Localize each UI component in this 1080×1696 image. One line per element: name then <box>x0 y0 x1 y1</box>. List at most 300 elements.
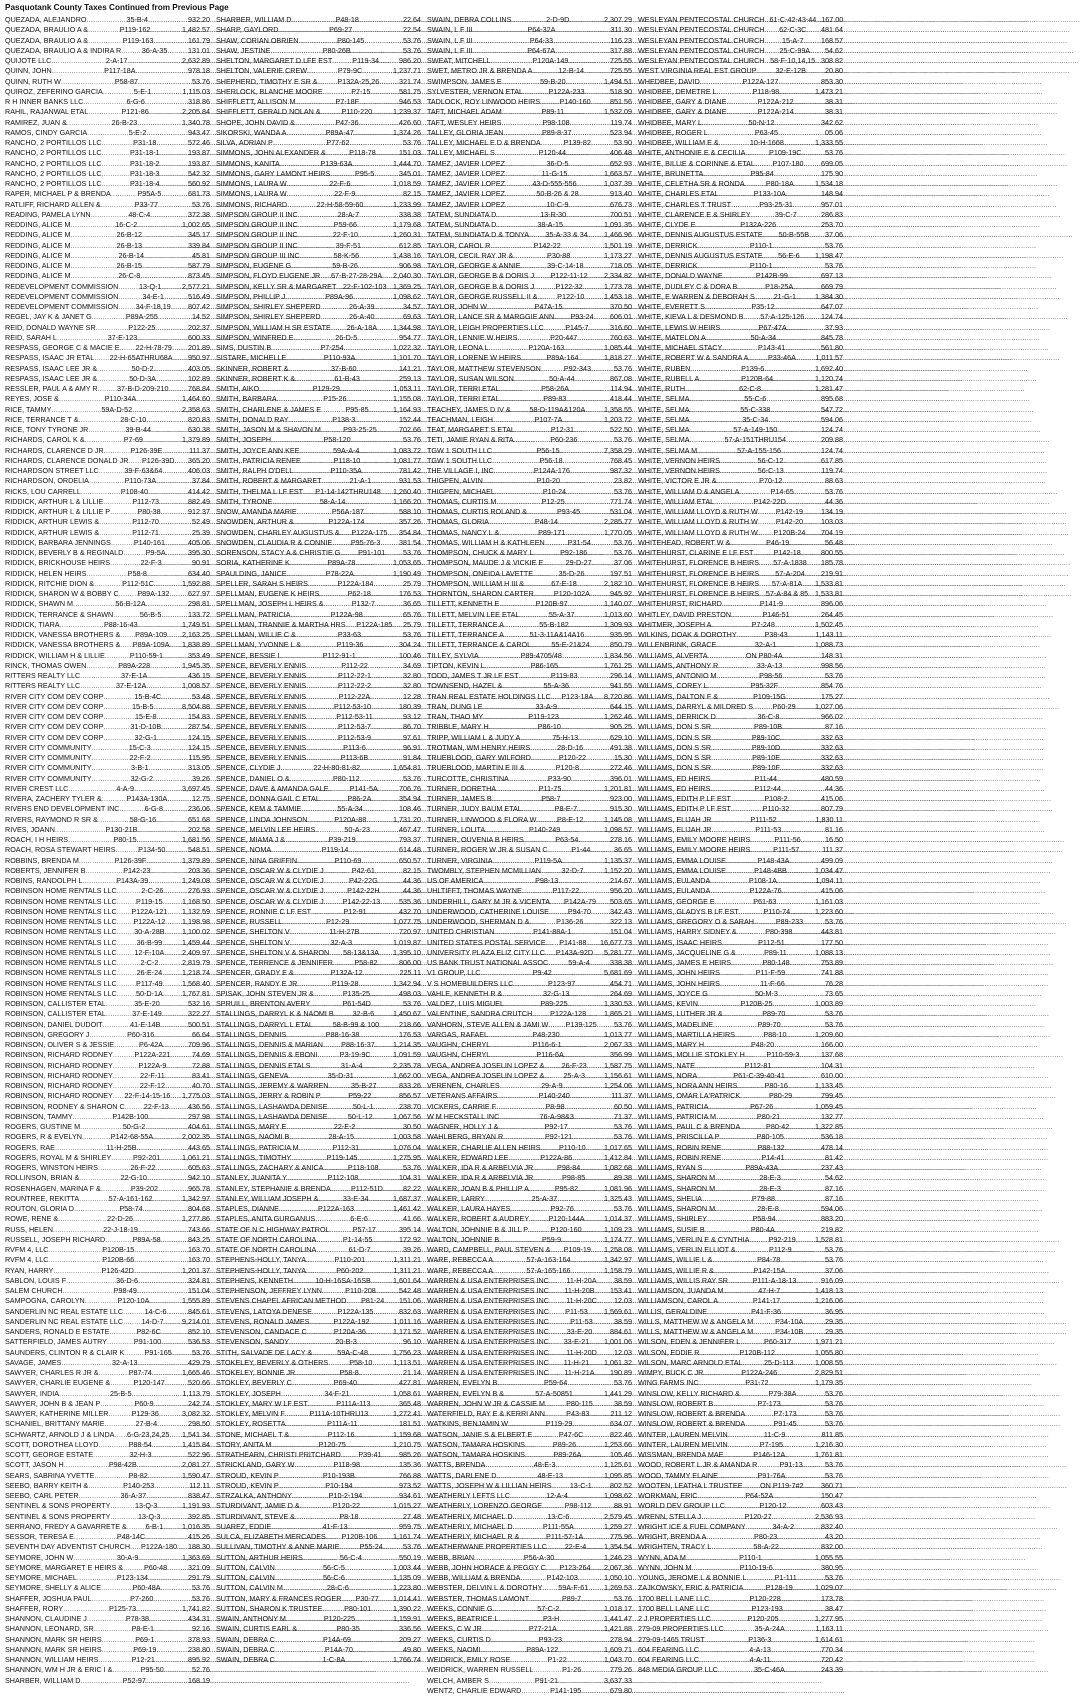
dot-leader <box>368 1194 392 1204</box>
owner-name: WORLD DEV GROUP LLC <box>638 1501 725 1511</box>
page-title: Pasquotank County Taxes Continued from Previous Page <box>5 3 229 12</box>
dot-leader <box>522 886 552 896</box>
parcel-number: P89A-255 <box>125 312 158 322</box>
owner-name: RIDDICK, ARTHUR LEWIS & <box>5 517 100 527</box>
tax-entry-row <box>216 1501 421 1511</box>
dot-leader <box>147 1173 187 1183</box>
parcel-number: 59A-D-52 <box>101 404 133 414</box>
dot-leader <box>88 25 119 35</box>
tax-entry-row <box>216 1317 421 1327</box>
owner-name: TURNER, DORETHA <box>427 783 497 793</box>
parcel-number: P92-201 <box>133 1152 161 1162</box>
parcel-number: 11-H-20A <box>566 1275 597 1285</box>
tax-entry-row <box>427 1102 632 1112</box>
dot-leader <box>549 1286 563 1296</box>
parcel-number: 33-E-21 <box>563 1337 590 1347</box>
dot-leader <box>781 1173 824 1183</box>
dot-leader <box>117 948 134 958</box>
dot-leader <box>529 1184 554 1194</box>
owner-name: TAYLOR, LANCE SR & MARGGIE ANN <box>427 312 555 322</box>
dot-leader <box>363 640 398 650</box>
dot-leader <box>63 1286 113 1296</box>
tax-entry-row <box>216 128 421 138</box>
tax-amount: 73.65 <box>825 988 843 998</box>
owner-name: WILLIAMS, ANTONIO M <box>638 671 717 680</box>
dot-leader <box>350 138 402 148</box>
owner-name: WILLIAMS, EULANDA <box>638 876 711 885</box>
tax-amount: 1,466.96 <box>604 230 632 240</box>
dot-leader <box>116 845 138 855</box>
tax-amount: 434.31 <box>188 1614 210 1623</box>
parcel-number: P134-50 <box>138 845 166 855</box>
owner-name: SPELLMAN, WILLIE C & <box>216 630 296 639</box>
tax-amount: 1,013.60 <box>604 609 632 619</box>
dot-leader <box>292 1378 333 1388</box>
tax-amount: 1,120.74 <box>815 373 843 383</box>
tax-entry-row <box>427 907 632 917</box>
owner-name: WILLIAMS, GLADYS B LF EST <box>638 906 739 916</box>
dot-leader <box>514 435 550 445</box>
dot-leader <box>586 938 599 948</box>
dot-leader <box>703 1368 740 1378</box>
tax-amount: 1,091.59 <box>393 1050 421 1060</box>
parcel-number: P89-26 <box>552 1439 577 1449</box>
dot-leader <box>92 763 130 773</box>
owner-name: THOMAS, GLORIA <box>427 517 489 527</box>
dot-leader <box>150 25 181 35</box>
tax-amount: 1,088.13 <box>815 947 843 957</box>
dot-leader <box>103 87 133 97</box>
dot-leader <box>359 446 392 456</box>
tax-entry-row <box>216 1471 421 1481</box>
tax-amount: 1,412.84 <box>604 1152 632 1162</box>
owner-name: SIKORSKI, WANDA A <box>216 127 287 137</box>
parcel-number: P43-83 <box>566 1409 590 1418</box>
dot-leader <box>286 1030 325 1040</box>
dot-leader <box>169 384 187 394</box>
dot-leader <box>331 1184 350 1194</box>
parcel-number: 22-F-10 <box>332 230 358 240</box>
dot-leader <box>376 148 398 158</box>
dot-leader <box>306 702 333 712</box>
parcel-number: 34-F-21 <box>324 1388 350 1398</box>
parcel-number: 48-E-13 <box>537 1470 564 1480</box>
tax-amount: 36.65 <box>403 599 421 609</box>
tax-amount: 108.46 <box>399 804 421 814</box>
owner-name: WHITE, CELETHA SR & RONDA <box>638 179 745 188</box>
owner-name: RIVER CITY COMMUNITY <box>5 753 92 762</box>
parcel-number: 56-C-4 <box>339 1552 362 1562</box>
owner-name: RIDDICK, BEVERLY B & REGINALD <box>5 548 124 557</box>
tax-amount: 1,082.68 <box>604 1163 632 1172</box>
dot-leader <box>357 1337 402 1347</box>
tax-entry-row <box>5 1481 210 1491</box>
parcel-number: P108-1A <box>748 876 777 885</box>
tax-entry-row <box>216 25 421 35</box>
tax-entry-row <box>427 1419 632 1429</box>
parcel-number: 33-E-20 <box>566 1327 593 1336</box>
dot-leader <box>350 1389 392 1399</box>
parcel-number: P92-343 <box>563 363 591 373</box>
dot-leader <box>720 1132 756 1142</box>
tax-amount: 1,384.30 <box>815 291 843 301</box>
tax-amount: 1,043.70 <box>604 1655 632 1664</box>
dot-leader <box>797 1419 824 1429</box>
owner-name: SUTTON, CALVIN <box>216 1562 275 1572</box>
parcel-number: 22-F-12 <box>139 1081 165 1090</box>
tax-entry-row <box>216 1440 421 1450</box>
dot-leader <box>294 968 330 978</box>
parcel-number: P10-20 <box>536 476 560 486</box>
tax-entry-row <box>427 968 632 978</box>
dot-leader <box>569 989 609 999</box>
tax-amount: 941.55 <box>610 681 632 691</box>
owner-name: SAVAGE, JAMES <box>5 1357 62 1367</box>
parcel-number: P142-22 <box>533 240 561 250</box>
tax-amount: 163.70 <box>188 1255 210 1265</box>
owner-name: ROBINSON HOME RENTALS LLC <box>5 927 117 937</box>
dot-leader <box>796 702 814 712</box>
dot-leader <box>79 1173 119 1183</box>
owner-name: RIDDICK, SHARON W & BOBBY C <box>5 589 119 598</box>
tax-entry-row <box>216 220 421 230</box>
parcel-number: 58-D-119A&120A <box>529 404 586 414</box>
parcel-number: 32-B-6 <box>352 1009 375 1019</box>
dot-leader <box>332 538 350 548</box>
dot-leader <box>150 661 181 671</box>
dot-leader <box>371 1276 392 1286</box>
dot-leader <box>554 1553 603 1563</box>
parcel-number: P80-21 <box>756 1111 781 1121</box>
parcel-number: 75-H-13 <box>552 732 579 742</box>
dot-leader <box>73 1553 116 1563</box>
tax-amount: 112.11 <box>189 1480 210 1490</box>
tax-entry-row <box>216 1276 421 1286</box>
parcel-number: 41-E-14B <box>130 1019 161 1029</box>
parcel-number: P95-82 <box>554 1183 579 1193</box>
owner-name: WEBB, WILLIAM & BRENDA <box>427 1573 521 1582</box>
dot-leader <box>481 1645 526 1655</box>
tax-entry-row <box>5 169 210 179</box>
parcel-number: P119-15 <box>136 896 163 906</box>
owner-name: WHITE, DERRICK <box>638 261 698 270</box>
dot-leader <box>319 589 346 599</box>
owner-name: STALLINGS, GENEVA <box>216 1070 289 1080</box>
dot-leader <box>780 1296 814 1306</box>
tax-amount: 1,014.37 <box>604 1214 632 1224</box>
dot-leader <box>763 251 777 261</box>
parcel-number: P140-161 <box>133 537 166 547</box>
dot-leader <box>778 681 820 691</box>
dot-leader <box>686 1553 738 1563</box>
dot-leader <box>170 1050 191 1060</box>
owner-name: SIMMONS, LAURA W <box>216 189 287 199</box>
dot-leader <box>554 312 569 322</box>
parcel-number: P7-248 <box>751 619 775 629</box>
tax-entry-row <box>427 446 632 456</box>
owner-name: WESLEYAN PENTECOSTAL CHURCH <box>638 56 765 65</box>
dot-leader <box>48 1245 101 1255</box>
dot-leader <box>165 1378 187 1388</box>
dot-leader <box>368 661 402 671</box>
owner-name: STEPHENS-HOLLY, TANYA <box>216 1255 307 1265</box>
tax-amount: 1,665.46 <box>182 1368 210 1377</box>
parcel-number: P80-115 <box>566 1398 593 1408</box>
tax-entry-row <box>216 1255 421 1265</box>
tax-amount: 1,216.30 <box>815 1439 843 1449</box>
dot-leader <box>566 394 609 404</box>
dot-leader <box>724 1624 754 1634</box>
dot-leader <box>314 989 342 999</box>
parcel-number: 32-D-7 <box>561 865 584 875</box>
owner-name: WILLIAMS, SHARON M <box>638 1183 716 1193</box>
owner-name: STALLINGS, DARRYL K & NAOMI B <box>216 1009 334 1019</box>
dot-leader <box>536 815 556 825</box>
dot-leader <box>571 927 609 937</box>
tax-entry-row <box>427 323 632 333</box>
dot-leader <box>592 1327 609 1337</box>
dot-leader <box>289 1337 334 1347</box>
tax-amount: 2,067.36 <box>604 1562 633 1572</box>
parcel-number: 67-E-18 <box>551 578 577 588</box>
tax-amount: 38.31 <box>825 107 843 117</box>
tax-amount: 1,309.93 <box>604 619 632 629</box>
dot-leader <box>583 1430 609 1440</box>
dot-leader <box>579 763 609 773</box>
owner-name: SORENSON, STACY A & CHRISTIE G <box>216 548 341 557</box>
parcel-number: P122A-180 <box>141 1542 177 1552</box>
parcel-number: P126-39E <box>130 445 163 455</box>
dot-leader <box>88 1481 122 1491</box>
parcel-number: P132-7 <box>351 599 375 609</box>
tax-amount: 25.39 <box>191 527 210 537</box>
owner-name: SIMPSON, KELLY SR & MARGARET <box>216 281 337 291</box>
owner-name: WILLIAMS, ELIJAH JR <box>638 814 712 824</box>
dot-leader <box>375 1040 392 1050</box>
dot-leader <box>354 1204 392 1214</box>
owner-name: RITTERS REALTY LLC <box>5 671 81 680</box>
owner-name: STITH, SALVADE DE LACY & <box>216 1347 313 1357</box>
tax-entry-row <box>216 517 421 527</box>
parcel-number: P89A-78 <box>327 558 356 568</box>
owner-name: ROBINSON, CALLISTER ETAL <box>5 999 106 1008</box>
tax-amount: 1,214.35 <box>393 1040 421 1049</box>
tax-entry-row <box>427 66 632 76</box>
parcel-number: P112-9 <box>769 1245 792 1254</box>
tax-entry-row <box>216 46 421 56</box>
tax-entry-row <box>638 1296 843 1306</box>
tax-amount: 1,158.79 <box>604 1265 632 1275</box>
parcel-number: 36-D-5 <box>546 158 569 168</box>
parcel-number: 34-F-18,19 <box>135 302 171 311</box>
tax-amount: 1,534.18 <box>815 179 843 188</box>
tax-amount: 1,614.61 <box>815 1634 843 1644</box>
tax-amount: 1,761.25 <box>604 660 632 670</box>
tax-entry-row <box>216 15 421 25</box>
tax-amount: 111.37 <box>822 845 843 855</box>
tax-amount: 1,216.06 <box>815 1296 843 1306</box>
tax-entry-row <box>216 1143 421 1153</box>
tax-entry-row <box>638 948 843 958</box>
tax-amount: 3,637.33 <box>604 1675 632 1685</box>
tax-entry-row <box>638 558 843 568</box>
dot-leader <box>71 241 116 251</box>
dot-leader <box>731 804 762 814</box>
dot-leader <box>555 46 609 56</box>
tax-amount: 88.63 <box>824 476 843 486</box>
owner-name: SPENCE, LINDA JOHNSON <box>216 814 308 824</box>
tax-amount: 338.38 <box>399 209 421 219</box>
parcel-number: 12-A-4 <box>546 1491 568 1500</box>
owner-name: 604 FEARING LLC <box>638 1644 700 1654</box>
tax-entry-row <box>638 210 843 220</box>
dot-leader <box>803 1460 824 1470</box>
parcel-number: P121-86 <box>121 107 149 117</box>
tax-entry-row <box>427 1009 632 1019</box>
tax-entry-row <box>5 917 210 927</box>
dot-leader <box>327 1102 351 1112</box>
owner-name: VAUGHN, CHERYL <box>427 1050 491 1060</box>
owner-name: SCHANIEL, BRITTANY MARIE <box>5 1419 105 1429</box>
owner-name: SWAIN, DEBRA C <box>216 1644 275 1654</box>
parcel-number: 55-C-338 <box>740 404 771 414</box>
tax-entry-row <box>216 774 421 784</box>
tax-amount: 1,441.29 <box>604 1388 632 1398</box>
dot-leader <box>332 56 351 66</box>
owner-name: RANCHO, 2 PORTILLOS LLC <box>5 168 102 178</box>
dot-leader <box>110 1501 134 1511</box>
tax-amount: 53.76 <box>402 630 421 639</box>
dot-leader <box>776 220 820 230</box>
tax-entry-row <box>638 1184 843 1194</box>
tax-amount: 681.73 <box>188 189 210 199</box>
dot-leader <box>559 712 603 722</box>
owner-name: WILLIAMS, WILLIE R & <box>638 1265 714 1275</box>
tax-amount: 137.68 <box>821 1050 843 1060</box>
parcel-number: 36-A-35 <box>141 45 168 55</box>
tax-entry-row <box>638 722 843 732</box>
parcel-number: P110-19-6 <box>739 1562 773 1572</box>
dot-leader <box>569 200 610 210</box>
tax-entry-row <box>216 312 421 322</box>
dot-leader <box>785 1071 820 1081</box>
parcel-number: 34-A-2 <box>772 1521 795 1531</box>
parcel-number: P95-84 <box>750 168 774 178</box>
owner-name: TAYLOR, TERRI ETAL <box>427 384 500 393</box>
tax-entry-row <box>216 1337 421 1347</box>
owner-name: WARREN & USA ENTERPRISES INC <box>427 1357 549 1367</box>
tax-entry-row <box>5 1163 210 1173</box>
dot-leader <box>590 958 609 968</box>
dot-leader <box>142 261 187 271</box>
parcel-number: P112-53-7 <box>337 722 372 732</box>
tax-amount: 115.95 <box>188 753 210 762</box>
dot-leader <box>763 230 778 240</box>
owner-name: WEIDRICK, WARREN RUSSELL <box>427 1665 534 1675</box>
owner-name: WENTZ, CHARLIE EDWARD <box>427 1685 522 1695</box>
dot-leader <box>160 1512 187 1522</box>
parcel-number: 50-L-12 <box>347 1111 373 1121</box>
owner-name: TAYLOR, MATTHEW STEVENSON <box>427 363 541 373</box>
dot-leader <box>472 46 526 56</box>
tax-amount: 1,444.70 <box>393 158 421 168</box>
tax-entry-row <box>216 661 421 671</box>
tax-entry-row <box>5 722 210 732</box>
dot-leader <box>83 97 125 107</box>
parcel-number: P69-40 <box>333 1378 357 1388</box>
parcel-number: P112-70 <box>132 517 159 527</box>
parcel-number: 26-B-15 <box>116 261 143 270</box>
parcel-number: 30-A-9 <box>116 1552 139 1562</box>
dot-leader <box>782 722 824 732</box>
dot-leader <box>52 66 103 76</box>
dot-leader <box>567 169 603 179</box>
tax-entry-row <box>427 1573 632 1583</box>
parcel-number: P41-F-36 <box>751 1306 782 1316</box>
owner-name: WHITEHURST, RICHARD <box>638 599 722 609</box>
tax-entry-row <box>638 1276 843 1286</box>
owner-name: WINSLOW, KELLY RICHARD & <box>638 1388 740 1398</box>
dot-leader <box>138 1553 181 1563</box>
parcel-number: 58-K-56 <box>333 250 360 260</box>
owner-name: WING FARMS INC <box>638 1378 699 1388</box>
tax-amount: 454.71 <box>610 978 632 988</box>
tax-entry-row <box>638 77 843 87</box>
tax-amount: 942.10 <box>188 1173 210 1183</box>
tax-entry-row <box>216 1050 421 1060</box>
owner-name: RIVER CITY COM DEV CORP <box>5 701 104 711</box>
parcel-number: P86-10 <box>537 722 561 732</box>
owner-name: SWIMPSON, JAMES E <box>427 76 502 86</box>
tax-entry-row <box>5 148 210 158</box>
tax-amount: 1,203.72 <box>604 414 632 424</box>
owner-name: WILLS, MATTHEW W & ANGELA M <box>638 1327 754 1336</box>
owner-name: SNOWDEN, ARTHUR & <box>216 517 294 527</box>
dot-leader <box>378 958 398 968</box>
owner-name: RICHARDSON, ORDELIA <box>5 476 89 486</box>
tax-entry-row <box>216 446 421 456</box>
tax-entry-row <box>638 1327 843 1337</box>
parcel-number: 55-A-36 <box>543 681 570 691</box>
tax-entry-row <box>638 1020 843 1030</box>
tax-entry-row <box>427 435 632 445</box>
owner-name: SPISAK, JOHN STEVEN JR & <box>216 988 314 998</box>
tax-entry-row <box>427 753 632 763</box>
dot-leader <box>161 189 187 199</box>
owner-name: STOKLEY, MARY W LF EST <box>216 1398 308 1408</box>
dot-leader <box>796 1235 814 1245</box>
parcel-number: 11-H-20B <box>564 1286 595 1295</box>
dot-leader <box>578 671 609 681</box>
dot-leader <box>745 179 765 189</box>
owner-name: SEYMORE, MICHAEL <box>5 1573 77 1582</box>
parcel-number: P69-1 <box>135 1634 155 1644</box>
owner-name: WHITE, ROBERT W & SANDRA A <box>638 353 749 363</box>
dot-leader <box>119 589 137 599</box>
tax-amount: 133.72 <box>188 609 210 619</box>
dot-leader <box>303 487 314 497</box>
dot-leader <box>103 497 131 507</box>
owner-name: TALLEY, GLORIA JEAN <box>427 127 504 137</box>
owner-name: US OF AMERICA <box>427 876 484 885</box>
dot-leader <box>164 948 181 958</box>
parcel-number: 5-E-2 <box>128 127 147 137</box>
dot-leader <box>160 1020 187 1030</box>
dot-leader <box>380 897 398 907</box>
tax-entry-row <box>638 599 843 609</box>
tax-entry-row <box>5 394 210 404</box>
tax-amount: 932.20 <box>188 15 210 24</box>
